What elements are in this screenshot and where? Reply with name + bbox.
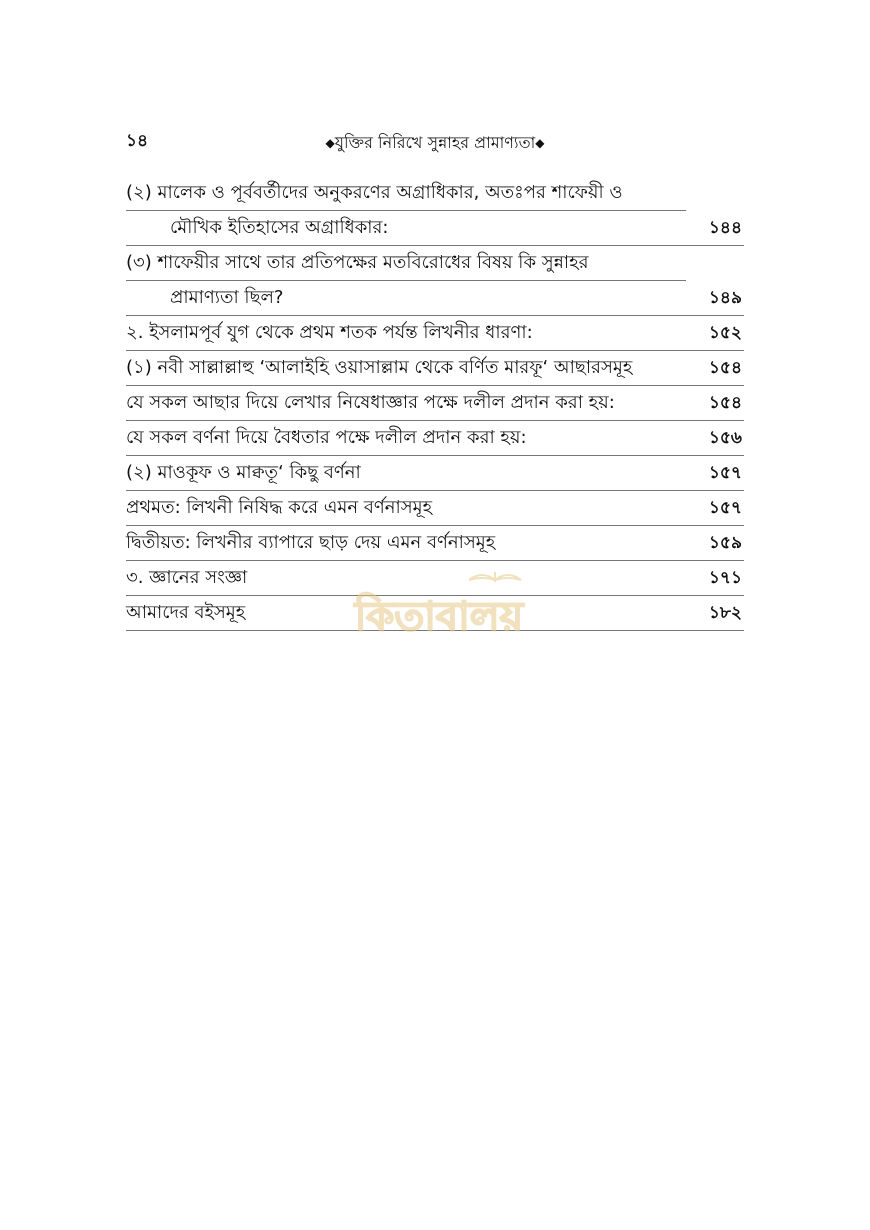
toc-entry (126, 421, 744, 456)
toc-entry-page: ১৪৯ (708, 288, 742, 308)
toc-entry-title: যে সকল বর্ণনা দিয়ে বৈধতার পক্ষে দলীল প্রদান করা হয়: (126, 427, 527, 448)
toc-entry-page: ১৫৪ (708, 358, 742, 378)
toc-entry (126, 491, 744, 526)
table-of-contents (126, 176, 744, 631)
running-header (300, 130, 570, 157)
toc-entry (126, 386, 744, 421)
toc-entry (126, 176, 744, 246)
toc-entry-page: ১৪৪ (708, 218, 742, 238)
toc-entry-title: আমাদের বইসমূহ (126, 602, 246, 623)
running-header-title: যুক্তির নিরিখে সুন্নাহর প্রামাণ্যতা (334, 133, 536, 152)
toc-entry-title: (৩) শাফেয়ীর সাথে তার প্রতিপক্ষের মতবিরোধের বিষয় কি সুন্নাহর (126, 246, 686, 281)
toc-entry-page: ১৫৯ (708, 533, 742, 553)
toc-entry (126, 561, 744, 596)
toc-entry-title: যে সকল আছার দিয়ে লেখার নিষেধাজ্ঞার পক্ষে দলীল প্রদান করা হয়: (126, 392, 615, 413)
diamond-ornament-icon: ◆ (325, 136, 335, 150)
toc-entry (126, 351, 744, 386)
toc-entry (126, 456, 744, 491)
toc-entry-page: ১৫৭ (708, 463, 742, 483)
toc-entry (126, 526, 744, 561)
toc-entry-title: ২. ইসলামপূর্ব যুগ থেকে প্রথম শতক পর্যন্ত লিখনীর ধারণা: (126, 322, 533, 343)
toc-entry-title: ৩. জ্ঞানের সংজ্ঞা (126, 567, 248, 588)
toc-entry (126, 316, 744, 351)
watermark-text: কিতাবালয় (354, 594, 524, 640)
toc-entry-title: প্রামাণ্যতা ছিল? (170, 287, 284, 308)
toc-entry-page: ১৫৪ (708, 393, 742, 413)
toc-entry-title: (২) মালেক ও পূর্ববর্তীদের অনুকরণের অগ্রাধিকার, অতঃপর শাফেয়ী ও (126, 176, 686, 211)
toc-entry-page: ১৫২ (708, 323, 742, 343)
toc-entry (126, 596, 744, 631)
diamond-ornament-icon: ◆ (535, 136, 545, 150)
toc-entry (126, 246, 744, 316)
page-number: ১৪ (126, 131, 149, 151)
toc-entry-title: দ্বিতীয়ত: লিখনীর ব্যাপারে ছাড় দেয় এমন বর্ণনাসমূহ (126, 532, 496, 553)
toc-entry-page: ১৫৬ (708, 428, 742, 448)
toc-entry-page: ১৫৭ (708, 498, 742, 518)
toc-entry-page: ১৭১ (708, 568, 742, 588)
toc-entry-title: (১) নবী সাল্লাল্লাহু ‘আলাইহি ওয়াসাল্লাম থেকে বর্ণিত মারফূ‘ আছারসমূহ (126, 357, 633, 378)
toc-entry-title: মৌখিক ইতিহাসের অগ্রাধিকার: (170, 217, 389, 238)
toc-entry-title: প্রথমত: লিখনী নিষিদ্ধ করে এমন বর্ণনাসমূহ (126, 497, 433, 518)
toc-entry-title: (২) মাওকূফ ও মাক্বতূ‘ কিছু বর্ণনা (126, 462, 361, 483)
toc-entry-page: ১৮২ (708, 603, 742, 623)
